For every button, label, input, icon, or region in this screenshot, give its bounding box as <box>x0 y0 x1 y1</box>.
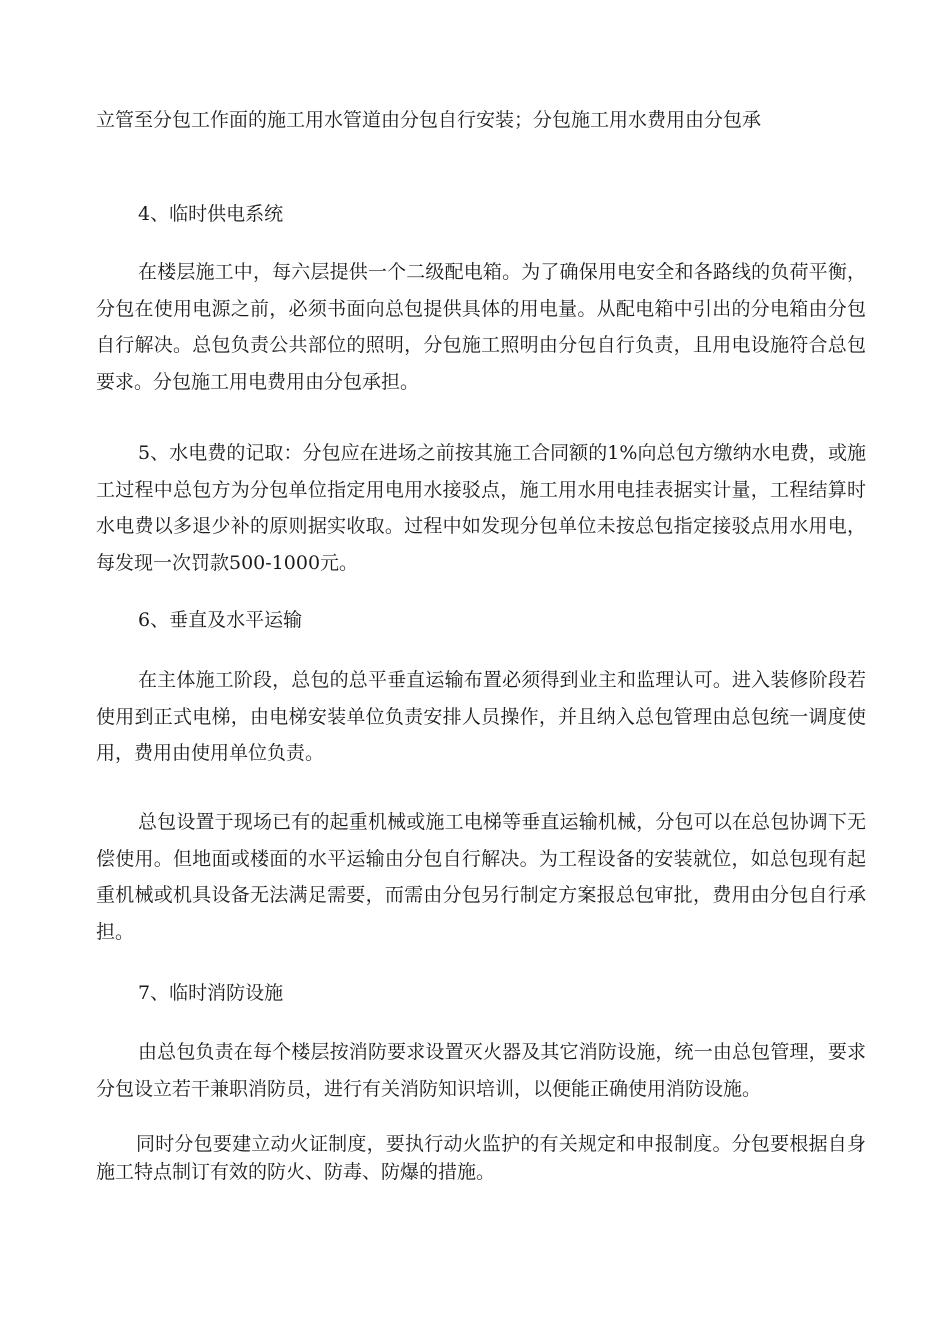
section-6-paragraph-2: 总包设置于现场已有的起重机械或施工电梯等垂直运输机械，分包可以在总包协调下无偿使用。但地面或楼面的水平运输由分包自行解决。为工程设备的安装就位，如总包现有起重机械或机具设备无法满足需要，而需由分包另行制定方案报总包审批，费用由分包自行承担。 <box>96 811 866 943</box>
section-6-paragraph-1: 在主体施工阶段，总包的总平垂直运输布置必须得到业主和监理认可。进入装修阶段若使用到正式电梯，由电梯安装单位负责安排人员操作，并且纳入总包管理由总包统一调度使用，费用由使用单位负责。 <box>96 669 866 764</box>
section-7-paragraph-2: 同时分包要建立动火证制度，要执行动火监护的有关规定和申报制度。分包要根据自身施工特点制订有效的防火、防毒、防爆的措施。 <box>96 1133 866 1183</box>
section-4-heading: 4、临时供电系统 <box>138 203 284 225</box>
section-5-paragraph: 5、水电费的记取：分包应在进场之前按其施工合同额的1%向总包方缴纳水电费，或施工过程中总包方为分包单位指定用电用水接驳点，施工用水用电挂表据实计量，工程结算时水电费以多退少补的原则据实收取。过程中如发现分包单位未按总包指定接驳点用水用电，每发现一次罚款500-1000元。 <box>96 442 866 574</box>
section-7-paragraph-1: 由总包负责在每个楼层按消防要求设置灭火器及其它消防设施，统一由总包管理，要求分包设立若干兼职消防员，进行有关消防知识培训，以便能正确使用消防设施。 <box>96 1041 866 1100</box>
section-6-heading: 6、垂直及水平运输 <box>138 609 303 631</box>
text-line-top: 立管至分包工作面的施工用水管道由分包自行安装；分包施工用水费用由分包承 <box>96 109 762 131</box>
section-7-heading: 7、临时消防设施 <box>138 982 284 1004</box>
section-4-paragraph: 在楼层施工中，每六层提供一个二级配电箱。为了确保用电安全和各路线的负荷平衡，分包在使用电源之前，必须书面向总包提供具体的用电量。从配电箱中引出的分电箱由分包自行解决。总包负责公共部位的照明，分包施工照明由分包自行负责，且用电设施符合总包要求。分包施工用电费用由分包承担。 <box>96 261 866 393</box>
